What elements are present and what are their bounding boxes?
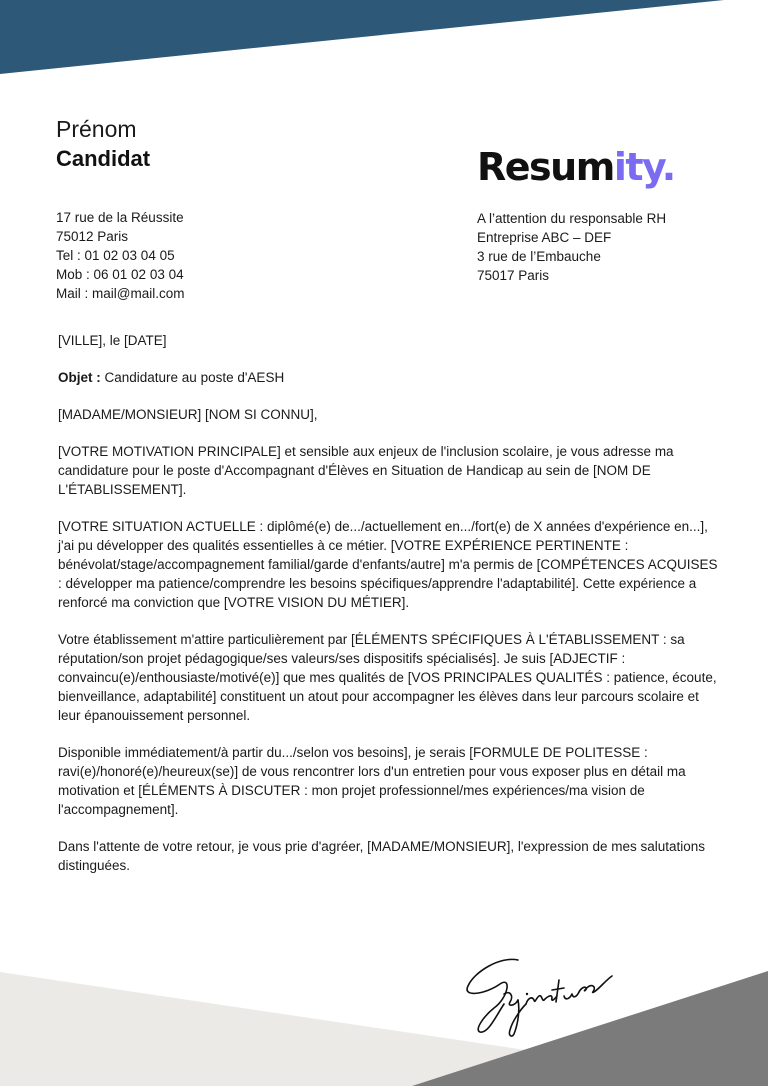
recipient-line2: Entreprise ABC – DEF — [477, 230, 612, 245]
sender-contact — [56, 208, 184, 303]
letter-body — [58, 331, 718, 893]
signature-dot — [526, 993, 528, 995]
recipient-line4: 75017 Paris — [477, 268, 550, 283]
top-band — [0, 0, 724, 74]
salutation: [MADAME/MONSIEUR] [NOM SI CONNU], — [58, 407, 318, 422]
recipient-address — [477, 209, 666, 285]
sender-mob: Mob : 06 01 02 03 04 — [56, 267, 184, 282]
recipient-line1: A l’attention du responsable RH — [477, 211, 667, 226]
subject-text: Candidature au poste d'AESH — [100, 370, 285, 385]
sender-address-line1: 17 rue de la Réussite — [56, 210, 184, 225]
subject-label: Objet : — [58, 370, 101, 385]
logo-text-main: Resum — [477, 145, 614, 189]
sender-name-block — [56, 114, 150, 174]
paragraph-closing: Dans l'attente de votre retour, je vous prie d'agréer, [MADAME/MONSIEUR], l'expression de mes salutations distinguées. — [58, 839, 706, 873]
resumity-logo — [477, 142, 675, 192]
paragraph-motivation: [VOTRE MOTIVATION PRINCIPALE] et sensible aux enjeux de l'inclusion scolaire, je vous adresse ma candidature pour le poste d'Accompagnant d'Élèves en Situation de Handicap au sein de [NOM DE L'ÉTABLISSEMENT]. — [58, 444, 674, 497]
sender-address-line2: 75012 Paris — [56, 229, 129, 244]
sender-first-name: Prénom — [56, 116, 137, 142]
sender-last-name: Candidat — [56, 146, 151, 171]
sender-mail: Mail : mail@mail.com — [56, 286, 185, 301]
logo-text-accent: ity. — [613, 145, 675, 189]
handwritten-signature — [460, 950, 620, 1040]
paragraph-experience: [VOTRE SITUATION ACTUELLE : diplômé(e) de.../actuellement en.../fort(e) de X années d'expérience en...], j'ai pu développer des qualités essentielles à ce métier. [VOTRE EXPÉRIENCE PERTINENTE : bénévolat/stage/accompagnement familial/garde d'enfants/autre] m'a permis de [COMPÉTENCES ACQUISES : développer ma patience/comprendre les besoins spécifiques/apprendre l'adaptabilité]. Cette expérience a renforcé ma conviction que [VOTRE VISION DU MÉTIER]. — [58, 519, 718, 610]
paragraph-availability: Disponible immédiatement/à partir du.../selon vos besoins], je serais [FORMULE DE POLITESSE : ravi(e)/honoré(e)/heureux(se)] de vous rencontrer lors d'un entretien pour vous exposer plus en détail ma motivation et [ÉLÉMENTS À DISCUTER : mon projet professionnel/mes expériences/ma vision de l'accompagnement]. — [58, 745, 686, 817]
place-date: [VILLE], le [DATE] — [58, 333, 167, 348]
recipient-line3: 3 rue de l’Embauche — [477, 249, 601, 264]
subject-line — [58, 368, 718, 387]
paragraph-establishment: Votre établissement m'attire particulièrement par [ÉLÉMENTS SPÉCIFIQUES À L'ÉTABLISSEMENT : sa réputation/son projet pédagogique/ses valeurs/ses dispositifs spécialisés]. Je suis [ADJECTIF : convaincu(e)/enthousiaste/motivé(e)] que mes qualités de [VOS PRINCIPALES QUALITÉS : patience, écoute, bienveillance, adaptabilité] constituent un atout pour accompagner les élèves dans leur parcours scolaire et leur épanouissement personnel. — [58, 632, 717, 723]
sender-tel: Tel : 01 02 03 04 05 — [56, 248, 175, 263]
